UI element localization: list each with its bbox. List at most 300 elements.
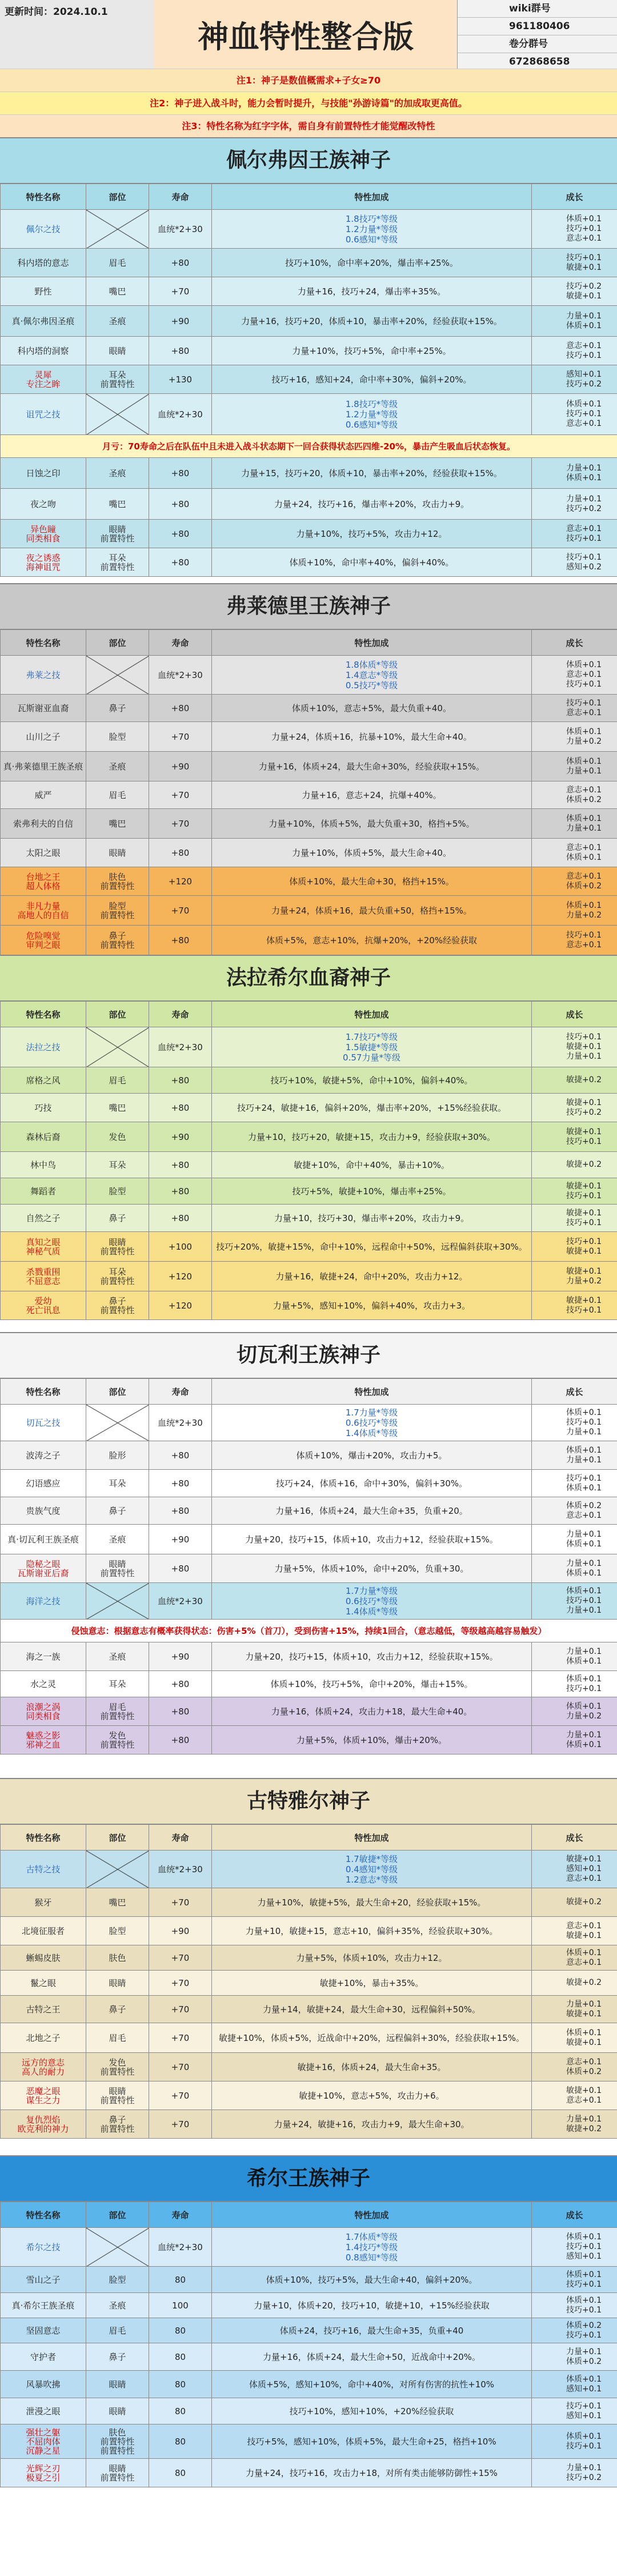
col-life: 寿命 — [149, 630, 212, 656]
trait-name: 弗莱之技 — [1, 656, 86, 695]
table-row — [1, 781, 617, 809]
trait-bonus: 力量+16，体质+24，最大生命+50，近战命中+20%。 — [212, 2343, 532, 2371]
trait-name: 贵族气度 — [1, 1497, 86, 1525]
col-name: 特性名称 — [1, 2202, 86, 2228]
trait-name: 灵犀 专注之眸 — [1, 365, 86, 394]
table-row — [1, 1945, 617, 1971]
table-row — [1, 1122, 617, 1152]
trait-bonus: 力量+14，敏捷+24，最大生命+30，远程偏斜+50%。 — [212, 1996, 532, 2023]
trait-part — [86, 2228, 149, 2267]
col-life: 寿命 — [149, 184, 212, 210]
table-row — [1, 489, 617, 520]
table-row — [1, 1971, 617, 1996]
trait-name: 森林后裔 — [1, 1122, 86, 1152]
trait-name: 真·切瓦利王族圣痕 — [1, 1525, 86, 1554]
trait-growth: 体质+0.1 敏捷+0.1 — [532, 2023, 617, 2053]
trait-part: 脸型 — [86, 1178, 149, 1205]
trait-part: 眼睛 — [86, 839, 149, 867]
section-s2 — [0, 583, 617, 955]
trait-growth: 体质+0.2 意志+0.1 — [532, 1497, 617, 1525]
trait-name: 真·希尔王族圣痕 — [1, 2293, 86, 2318]
trait-part: 圣痕 — [86, 1642, 149, 1671]
trait-life: +80 — [149, 1178, 212, 1205]
trait-growth: 意志+0.1 体质+0.2 — [532, 867, 617, 896]
table-row — [1, 1671, 617, 1697]
table-header — [1, 184, 617, 210]
table-row — [1, 2398, 617, 2425]
table-row — [1, 2053, 617, 2081]
trait-part: 脸型 — [86, 1917, 149, 1945]
table-row — [1, 2343, 617, 2371]
col-name: 特性名称 — [1, 184, 86, 210]
trait-life: 80 — [149, 2425, 212, 2459]
trait-name: 太阳之眼 — [1, 839, 86, 867]
trait-life: +80 — [149, 1441, 212, 1470]
trait-bonus: 技巧+24，体质+16，命中+30%，偏斜+30%。 — [212, 1470, 532, 1497]
trait-life: +80 — [149, 337, 212, 365]
wiki-number: 961180406 — [458, 18, 617, 35]
section-title: 弗莱德里王族神子 — [0, 583, 617, 629]
trait-life: +70 — [149, 2023, 212, 2053]
table-row — [1, 2459, 617, 2487]
section-title: 古特雅尔神子 — [0, 1778, 617, 1824]
trait-name: 真知之眼 神秘气质 — [1, 1232, 86, 1262]
table-row — [1, 1888, 617, 1917]
section-title: 切瓦利王族神子 — [0, 1332, 617, 1378]
trait-bonus: 技巧+5%，感知+10%，体质+5%，最大生命+25，格挡+10% — [212, 2425, 532, 2459]
trait-part: 嘴巴 — [86, 489, 149, 520]
trait-life: +80 — [149, 1497, 212, 1525]
trait-growth: 敏捷+0.1 技巧+0.1 — [532, 1205, 617, 1232]
trait-name: 风暴吹拂 — [1, 2371, 86, 2398]
table-row — [1, 926, 617, 955]
trait-name: 爱幼 死亡讯息 — [1, 1291, 86, 1320]
trait-life: +130 — [149, 365, 212, 394]
trait-life: +80 — [149, 695, 212, 722]
trait-name: 林中鸟 — [1, 1152, 86, 1178]
trait-growth: 敏捷+0.2 — [532, 1888, 617, 1917]
table-row — [1, 839, 617, 867]
trait-part: 肤色 — [86, 1945, 149, 1971]
trait-name: 野性 — [1, 277, 86, 306]
trait-name: 隐秘之眼 瓦斯谢亚后裔 — [1, 1554, 86, 1583]
trait-name: 法拉之技 — [1, 1027, 86, 1067]
trait-life: +90 — [149, 1525, 212, 1554]
trait-life: +90 — [149, 306, 212, 337]
trait-name: 海之一族 — [1, 1642, 86, 1671]
section-s5 — [0, 1778, 617, 2139]
trait-growth: 技巧+0.1 敏捷+0.1 力量+0.1 — [532, 1027, 617, 1067]
col-part: 部位 — [86, 184, 149, 210]
trait-bonus: 技巧+5%，敏捷+10%，爆击率+25%。 — [212, 1178, 532, 1205]
col-growth: 成长 — [532, 2202, 617, 2228]
trait-bonus: 力量+24，体质+16，最大负重+50，格挡+15%。 — [212, 896, 532, 926]
trait-part: 肤色 前置特性 — [86, 867, 149, 896]
col-growth: 成长 — [532, 1825, 617, 1851]
trait-name: 自然之子 — [1, 1205, 86, 1232]
col-bonus: 特性加成 — [212, 1379, 532, 1405]
note-3: 注3：特性名称为红字字体，需自身有前置特性才能觉醒改特性 — [0, 114, 617, 138]
trait-part: 肤色 前置特性 前置特性 — [86, 2425, 149, 2459]
trait-life: +70 — [149, 1888, 212, 1917]
trait-life: +90 — [149, 1917, 212, 1945]
trait-bonus: 技巧+10%，感知+10%，+20%经验获取 — [212, 2398, 532, 2425]
trait-part: 鼻子 前置特性 — [86, 2110, 149, 2139]
trait-bonus: 力量+5%，体质+10%，爆击+20%。 — [212, 1726, 532, 1754]
update-time-box — [0, 0, 155, 69]
trait-name: 真·佩尔弗因圣痕 — [1, 306, 86, 337]
trait-bonus: 敏捷+16，体质+24，最大生命+35。 — [212, 2053, 532, 2081]
trait-bonus: 技巧+20%，敏捷+15%，命中+10%，远程命中+50%，远程偏斜获取+30%。 — [212, 1232, 532, 1262]
title-box — [154, 0, 457, 69]
trait-life: +70 — [149, 1945, 212, 1971]
trait-growth: 意志+0.1 体质+0.2 — [532, 2053, 617, 2081]
trait-name: 诅咒之技 — [1, 394, 86, 435]
trait-name: 威严 — [1, 781, 86, 809]
table-row — [1, 210, 617, 249]
trait-part: 圣痕 — [86, 1525, 149, 1554]
trait-name: 猴牙 — [1, 1888, 86, 1917]
trait-part: 眼睛 前置特性 — [86, 2459, 149, 2487]
trait-part: 脸型 — [86, 722, 149, 752]
trait-growth: 体质+0.1 意志+0.1 技巧+0.1 — [532, 656, 617, 695]
trait-life: 80 — [149, 2459, 212, 2487]
trait-life: +80 — [149, 1152, 212, 1178]
trait-part: 嘴巴 — [86, 1094, 149, 1122]
col-growth: 成长 — [532, 630, 617, 656]
trait-name: 危险嗅觉 审判之眼 — [1, 926, 86, 955]
trait-part: 发色 — [86, 1122, 149, 1152]
trait-part — [86, 656, 149, 695]
table-row — [1, 2318, 617, 2343]
table-row — [1, 2110, 617, 2139]
table-row — [1, 656, 617, 695]
col-name: 特性名称 — [1, 630, 86, 656]
trait-bonus: 敏捷+10%，命中+40%，暴击+10%。 — [212, 1152, 532, 1178]
trait-growth: 敏捷+0.2 — [532, 1067, 617, 1094]
table-row — [1, 1554, 617, 1583]
table-row — [1, 1851, 617, 1888]
trait-name: 杀戮重围 不屈意志 — [1, 1262, 86, 1291]
col-life: 寿命 — [149, 1825, 212, 1851]
trait-growth: 力量+0.1 体质+0.2 — [532, 2343, 617, 2371]
trait-bonus: 力量+16，技巧+24，爆击率+35%。 — [212, 277, 532, 306]
trait-name: 海洋之技 — [1, 1583, 86, 1620]
warning-text: 月亏：70寿命之后在队伍中且未进入战斗状态期下一回合获得状态匹四维-20%，暴击产生吸血后状态恢复。 — [1, 435, 617, 458]
trait-bonus: 力量+16，体质+24，攻击力+18，最大生命+40。 — [212, 1697, 532, 1726]
trait-growth: 敏捷+0.1 技巧+0.1 — [532, 1178, 617, 1205]
trait-name: 巧技 — [1, 1094, 86, 1122]
col-part: 部位 — [86, 630, 149, 656]
trait-name: 古特之王 — [1, 1996, 86, 2023]
section-s4 — [0, 1332, 617, 1754]
trait-part: 眉毛 — [86, 781, 149, 809]
trait-bonus: 力量+10，体质+20，技巧+10，敏捷+10，+15%经验获取 — [212, 2293, 532, 2318]
col-part: 部位 — [86, 1825, 149, 1851]
trait-name: 浪潮之涡 同类相食 — [1, 1697, 86, 1726]
trait-bonus: 力量+10%，体质+5%，最大负重+30，格挡+5%。 — [212, 809, 532, 839]
trait-bonus: 体质+10%，命中率+40%，偏斜+40%。 — [212, 548, 532, 577]
trait-bonus: 力量+24，敏捷+16，攻击力+9，最大生命+30。 — [212, 2110, 532, 2139]
table-row — [1, 520, 617, 548]
trait-name: 蜥蜴皮肤 — [1, 1945, 86, 1971]
trait-bonus: 体质+24，技巧+16，最大生命+35，负重+40 — [212, 2318, 532, 2343]
trait-life: +90 — [149, 1642, 212, 1671]
trait-bonus: 体质+5%，感知+10%，命中+40%，对所有伤害的抗性+10% — [212, 2371, 532, 2398]
trait-life: +70 — [149, 2081, 212, 2110]
trait-growth: 敏捷+0.2 — [532, 1152, 617, 1178]
trait-bonus: 力量+16，体质+24，最大生命+35，负重+20。 — [212, 1497, 532, 1525]
col-bonus: 特性加成 — [212, 184, 532, 210]
trait-part: 鼻子 — [86, 2343, 149, 2371]
table-row — [1, 1094, 617, 1122]
warning-row — [1, 435, 617, 458]
trait-life: +70 — [149, 1971, 212, 1996]
trait-name: 科内塔的意志 — [1, 249, 86, 277]
trait-growth: 体质+0.1 技巧+0.1 — [532, 1671, 617, 1697]
trait-part: 耳朵 — [86, 1152, 149, 1178]
trait-bonus: 力量+24，体质+16，抗暴+10%，最大生命+40。 — [212, 722, 532, 752]
col-bonus: 特性加成 — [212, 1825, 532, 1851]
trait-name: 光辉之刃 极夏之引 — [1, 2459, 86, 2487]
trait-bonus: 体质+10%，技巧+5%，最大生命+40，偏斜+20%。 — [212, 2267, 532, 2293]
section-s1 — [0, 137, 617, 577]
trait-name: 恶魔之眼 谋生之力 — [1, 2081, 86, 2110]
trait-name: 希尔之技 — [1, 2228, 86, 2267]
table-row — [1, 896, 617, 926]
trait-life: +80 — [149, 458, 212, 489]
trait-name: 复仇烈焰 欧克利的神力 — [1, 2110, 86, 2139]
trait-part: 眉毛 — [86, 1067, 149, 1094]
trait-bonus: 1.7力量*等级 0.6技巧*等级 1.4体质*等级 — [212, 1405, 532, 1441]
trait-growth: 敏捷+0.1 技巧+0.2 — [532, 1094, 617, 1122]
col-name: 特性名称 — [1, 1002, 86, 1027]
trait-life: +80 — [149, 520, 212, 548]
trait-bonus: 力量+5%，感知+10%，偏斜+40%，攻击力+3。 — [212, 1291, 532, 1320]
trait-life: +80 — [149, 1554, 212, 1583]
trait-life: +80 — [149, 1067, 212, 1094]
trait-growth: 意志+0.1 技巧+0.1 — [532, 337, 617, 365]
trait-growth: 敏捷+0.1 技巧+0.1 — [532, 1122, 617, 1152]
table-row — [1, 1917, 617, 1945]
table-row — [1, 306, 617, 337]
trait-bonus: 1.8技巧*等级 1.2力量*等级 0.6感知*等级 — [212, 210, 532, 249]
trait-life: +70 — [149, 781, 212, 809]
trait-life: 血统*2+30 — [149, 1583, 212, 1620]
trait-part — [86, 1583, 149, 1620]
table-row — [1, 1996, 617, 2023]
trait-bonus: 力量+10%，技巧+5%，攻击力+12。 — [212, 520, 532, 548]
trait-growth: 力量+0.1 技巧+0.2 — [532, 2459, 617, 2487]
table-row — [1, 1726, 617, 1754]
trait-life: 80 — [149, 2371, 212, 2398]
trait-table — [0, 1824, 617, 2139]
trait-bonus: 力量+10，技巧+20，敏捷+15，攻击力+9，经验获取+30%。 — [212, 1122, 532, 1152]
table-row — [1, 809, 617, 839]
trait-part: 眼睛 — [86, 2371, 149, 2398]
trait-growth: 体质+0.1 技巧+0.1 意志+0.1 — [532, 210, 617, 249]
trait-bonus: 力量+10，技巧+30，爆击率+20%，攻击力+9。 — [212, 1205, 532, 1232]
trait-growth: 体质+0.1 力量+0.1 — [532, 1441, 617, 1470]
trait-growth: 力量+0.1 敏捷+0.2 — [532, 2110, 617, 2139]
trait-bonus: 力量+15，技巧+20，体质+10，暴击率+20%，经验获取+15%。 — [212, 458, 532, 489]
trait-life: 血统*2+30 — [149, 1405, 212, 1441]
col-growth: 成长 — [532, 184, 617, 210]
trait-bonus: 技巧+24，敏捷+16，偏斜+20%，爆击率+20%，+15%经验获取。 — [212, 1094, 532, 1122]
col-part: 部位 — [86, 2202, 149, 2228]
trait-growth: 力量+0.1 体质+0.1 — [532, 1554, 617, 1583]
trait-life: 血统*2+30 — [149, 1027, 212, 1067]
col-growth: 成长 — [532, 1002, 617, 1027]
col-name: 特性名称 — [1, 1379, 86, 1405]
trait-name: 日蚀之印 — [1, 458, 86, 489]
trait-growth: 技巧+0.1 意志+0.1 — [532, 695, 617, 722]
trait-life: +90 — [149, 752, 212, 781]
trait-part: 眼睛 前置特性 — [86, 2081, 149, 2110]
table-row — [1, 1583, 617, 1620]
table-row — [1, 458, 617, 489]
trait-growth: 体质+0.1 技巧+0.1 — [532, 2425, 617, 2459]
trait-growth: 敏捷+0.1 意志+0.1 — [532, 2081, 617, 2110]
trait-growth: 技巧+0.1 意志+0.1 — [532, 926, 617, 955]
trait-life: +70 — [149, 809, 212, 839]
trait-life: 血统*2+30 — [149, 210, 212, 249]
trait-part: 圣痕 — [86, 2293, 149, 2318]
trait-bonus: 力量+24，技巧+16，爆击率+20%，攻击力+9。 — [212, 489, 532, 520]
trait-bonus: 力量+16，体质+24，最大生命+30%，经验获取+15%。 — [212, 752, 532, 781]
table-row — [1, 695, 617, 722]
trait-table — [0, 1001, 617, 1320]
group-info — [457, 0, 617, 69]
trait-bonus: 敏捷+10%，暴击+35%。 — [212, 1971, 532, 1996]
trait-part: 鼻子 — [86, 1205, 149, 1232]
table-row — [1, 1262, 617, 1291]
trait-part — [86, 1405, 149, 1441]
trait-growth: 意志+0.1 体质+0.1 — [532, 839, 617, 867]
trait-growth: 感知+0.1 技巧+0.2 — [532, 365, 617, 394]
trait-part: 眉毛 前置特性 — [86, 1697, 149, 1726]
trait-table — [0, 1378, 617, 1754]
trait-life: +80 — [149, 548, 212, 577]
trait-growth: 技巧+0.1 敏捷+0.1 — [532, 249, 617, 277]
trait-life: +120 — [149, 1262, 212, 1291]
trait-table — [0, 184, 617, 577]
trait-growth: 力量+0.1 技巧+0.2 — [532, 489, 617, 520]
trait-growth: 力量+0.1 体质+0.1 — [532, 306, 617, 337]
trait-part: 眼睛 — [86, 337, 149, 365]
trait-name: 异色瞳 同类相食 — [1, 520, 86, 548]
trait-part: 圣痕 — [86, 752, 149, 781]
trait-part: 嘴巴 — [86, 809, 149, 839]
trait-growth: 体质+0.1 感知+0.1 — [532, 2371, 617, 2398]
table-header — [1, 1825, 617, 1851]
trait-growth: 力量+0.1 体质+0.1 — [532, 1726, 617, 1754]
trait-name: 山川之子 — [1, 722, 86, 752]
trait-name: 泄漫之眼 — [1, 2398, 86, 2425]
col-part: 部位 — [86, 1379, 149, 1405]
table-row — [1, 2267, 617, 2293]
trait-growth: 技巧+0.2 敏捷+0.1 — [532, 277, 617, 306]
trait-bonus: 力量+16，意志+24，抗爆+40%。 — [212, 781, 532, 809]
trait-life: +80 — [149, 839, 212, 867]
trait-bonus: 力量+20，技巧+15，体质+10，攻击力+12，经验获取+15%。 — [212, 1642, 532, 1671]
trait-part: 眉毛 — [86, 249, 149, 277]
trait-name: 波涛之子 — [1, 1441, 86, 1470]
table-row — [1, 1525, 617, 1554]
trait-life: +80 — [149, 1094, 212, 1122]
trait-growth: 意志+0.1 技巧+0.1 — [532, 520, 617, 548]
trait-bonus: 力量+16，敏捷+24，命中+20%，攻击力+12。 — [212, 1262, 532, 1291]
trait-part — [86, 1851, 149, 1888]
warning-text: 侵蚀意志：根据意志有概率获得状态：伤害+5%（首刀），受到伤害+15%，持续1回合，（意志越低，等级越高越容易触发） — [1, 1620, 617, 1642]
trait-name: 夜之吻 — [1, 489, 86, 520]
trait-part: 鼻子 — [86, 1497, 149, 1525]
trait-part: 鼻子 — [86, 695, 149, 722]
trait-life: +80 — [149, 1205, 212, 1232]
trait-name: 非凡力量 高地人的自信 — [1, 896, 86, 926]
trait-part: 耳朵 — [86, 1470, 149, 1497]
trait-growth: 意志+0.1 体质+0.2 — [532, 781, 617, 809]
trait-part: 眼睛 前置特性 — [86, 1232, 149, 1262]
trait-part: 圣痕 — [86, 458, 149, 489]
trait-table — [0, 629, 617, 955]
trait-bonus: 力量+20，技巧+15，体质+10，攻击力+12，经验获取+15%。 — [212, 1525, 532, 1554]
trait-growth: 技巧+0.1 体质+0.1 — [532, 1470, 617, 1497]
trait-part: 耳朵 前置特性 — [86, 1262, 149, 1291]
trait-growth: 体质+0.2 技巧+0.1 — [532, 2318, 617, 2343]
trait-name: 北境征服者 — [1, 1917, 86, 1945]
trait-life: +90 — [149, 1122, 212, 1152]
col-life: 寿命 — [149, 1002, 212, 1027]
trait-name: 舞蹈者 — [1, 1178, 86, 1205]
trait-bonus: 技巧+10%，命中率+20%，爆击率+25%。 — [212, 249, 532, 277]
col-part: 部位 — [86, 1002, 149, 1027]
trait-part: 眼睛 前置特性 — [86, 1554, 149, 1583]
book-number: 672868658 — [458, 53, 617, 71]
trait-life: +80 — [149, 489, 212, 520]
trait-name: 雪山之子 — [1, 2267, 86, 2293]
table-row — [1, 337, 617, 365]
trait-life: 血统*2+30 — [149, 2228, 212, 2267]
trait-life: +80 — [149, 1726, 212, 1754]
trait-life: 80 — [149, 2318, 212, 2343]
update-time: 更新时间：2024.10.1 — [5, 6, 108, 18]
trait-life: +70 — [149, 1996, 212, 2023]
trait-bonus: 力量+16，技巧+20，体质+10，暴击率+20%，经验获取+15%。 — [212, 306, 532, 337]
section-title: 法拉希尔血裔神子 — [0, 955, 617, 1001]
table-row — [1, 548, 617, 577]
table-row — [1, 249, 617, 277]
section-title: 佩尔弗因王族神子 — [0, 137, 617, 184]
trait-name: 科内塔的洞察 — [1, 337, 86, 365]
note-2: 注2：神子进入战斗时，能力会暂时提升，与技能"孙游诗篇"的加成取更高值。 — [0, 91, 617, 115]
section-title: 希尔王族神子 — [0, 2155, 617, 2202]
trait-life: +70 — [149, 896, 212, 926]
trait-life: +70 — [149, 2053, 212, 2081]
trait-name: 强壮之躯 不屈肉体 沉静之星 — [1, 2425, 86, 2459]
table-row — [1, 2425, 617, 2459]
table-row — [1, 1697, 617, 1726]
table-header — [1, 2202, 617, 2228]
trait-growth: 敏捷+0.1 感知+0.1 意志+0.1 — [532, 1851, 617, 1888]
trait-part: 眼睛 前置特性 — [86, 520, 149, 548]
trait-life: 80 — [149, 2398, 212, 2425]
table-row — [1, 867, 617, 896]
trait-part: 圣痕 — [86, 306, 149, 337]
table-row — [1, 1205, 617, 1232]
trait-life: 80 — [149, 2267, 212, 2293]
trait-part — [86, 1027, 149, 1067]
